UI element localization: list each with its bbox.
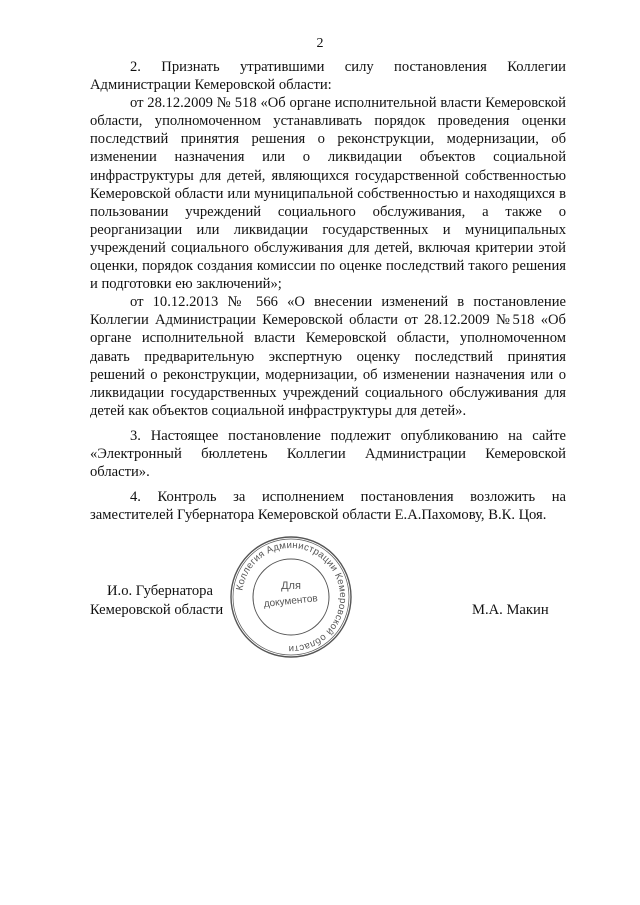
signatory-name: М.А. Макин — [472, 602, 549, 618]
seal-ring-text: Коллегия Администрации Кемеровской области — [234, 539, 349, 655]
paragraph-repeal-item-566: от 10.12.2013 № 566 «О внесении изменений в постановление Коллегии Администрации Кемеровской области от 28.12.2009 №518 «Об органе исполнительной власти Кемеровской области, уполномоченном давать предварительную экспертную оценку последствий принятия решений о реконструкции, модернизации, об изменении назначения или о ликвидации государственных учреждений социального обслуживания для детей как объектов социальной инфраструктуры для детей». — [90, 294, 566, 419]
official-seal — [228, 534, 354, 660]
seal-center-line1: Для — [281, 580, 301, 592]
seal-center-line2: документов — [263, 593, 319, 610]
paragraph-4-control: 4. Контроль за исполнением постановления возложить на заместителей Губернатора Кемеровской области Е.А.Пахомову, В.К. Цоя. — [90, 489, 566, 524]
paragraph-2-repeal: 2. Признать утратившими силу постановления Коллегии Администрации Кемеровской области: — [90, 59, 566, 94]
paragraph-3-publication: 3. Настоящее постановление подлежит опубликованию на сайте «Электронный бюллетень Коллегии Администрации Кемеровской области». — [90, 427, 566, 481]
paragraph-repeal-item-518: от 28.12.2009 № 518 «Об органе исполнительной власти Кемеровской области, уполномоченном устанавливать порядок проведения оценки последствий принятия решения о реконструкции, модернизации, об изменении назначения или о ликвидации объектов социальной инфраструктуры для детей, являющихся государственной собственностью Кемеровской области или муниципальной собственностью и находящихся в пользовании учреждений социального обслуживания, а также о реорганизации или ликвидации государственных и муниципальных учреждений социального обслуживания для детей, включая критерии этой оценки, порядок создания комиссии по оценке последствий такого решения и подготовки ею заключений»; — [90, 95, 566, 293]
signatory-title-line2: Кемеровской области — [90, 602, 224, 618]
document-body — [90, 58, 566, 524]
page-number: 2 — [316, 36, 324, 51]
signatory-title-line1: И.о. Губернатора — [107, 583, 213, 599]
